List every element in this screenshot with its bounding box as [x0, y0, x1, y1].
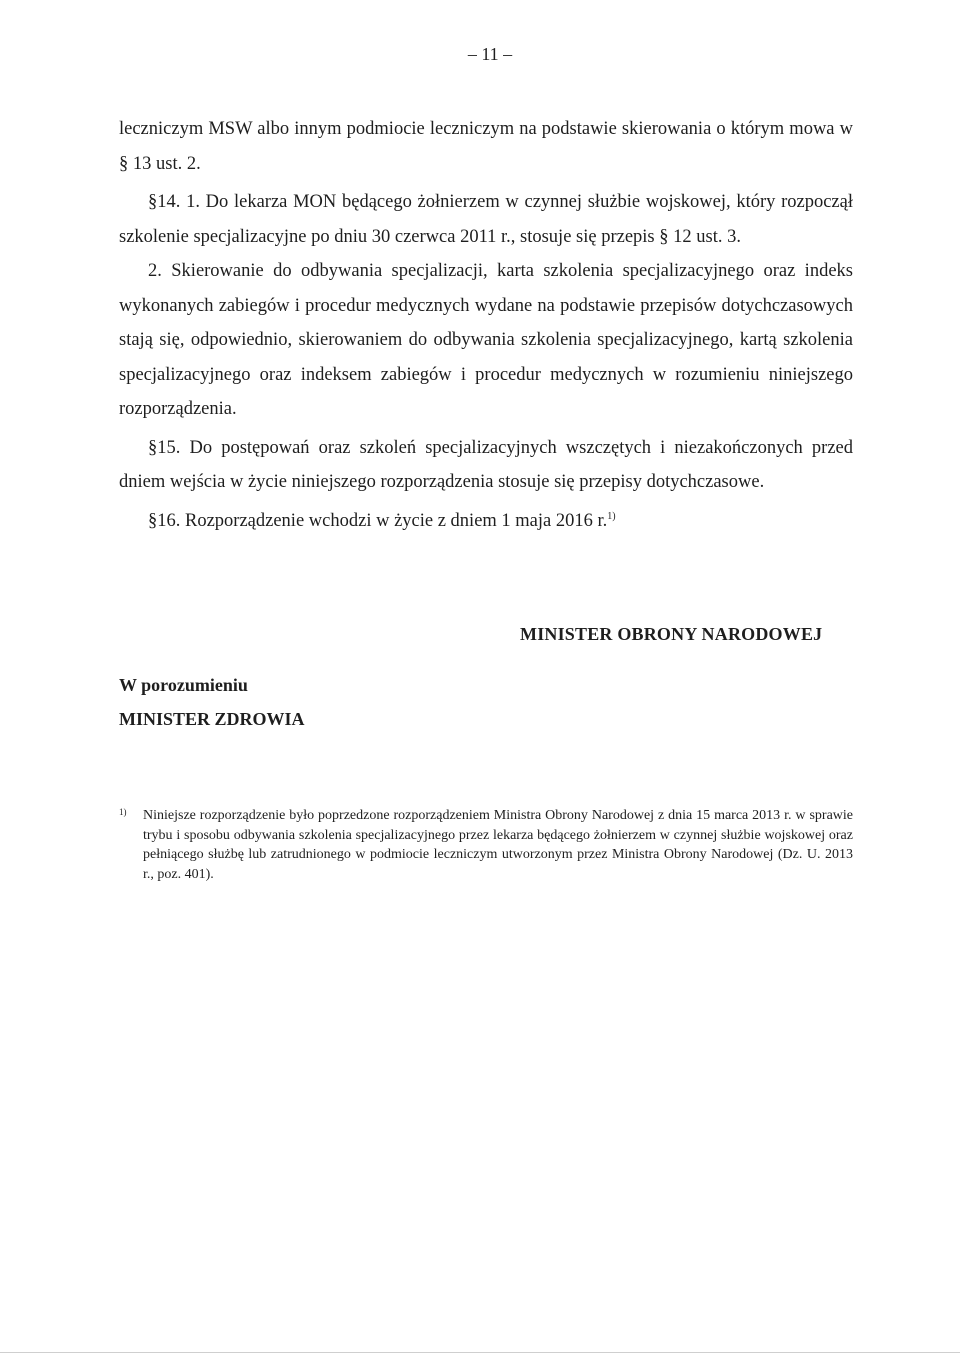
page-number: – 11 –: [467, 44, 513, 64]
signature-block-zdrowia: [119, 668, 305, 736]
paragraph-section-16: [119, 504, 853, 539]
paragraph-section-15: §15. Do postępowań oraz szkoleń specjalizacyjnych wszczętych i niezakończonych przed dniem wejścia w życie niniejszego rozporządzenia stosuje się przepisy dotychczasowe.: [119, 437, 853, 492]
scan-edge-line: [0, 1352, 960, 1353]
paragraph-section-16-text: §16. Rozporządzenie wchodzi w życie z dniem 1 maja 2016 r.: [148, 510, 608, 531]
signature-minister-obrony: MINISTER OBRONY NARODOWEJ: [520, 624, 823, 644]
agreement-line: W porozumieniu: [119, 675, 248, 695]
footnote-marker: 1): [119, 807, 127, 817]
footnote-reference[interactable]: 1): [607, 510, 616, 522]
paragraph-continuation: leczniczym MSW albo innym podmiocie leczniczym na podstawie skierowania o którym mowa w § 13 ust. 2.: [119, 119, 853, 174]
paragraph-section-14-1: §14. 1. Do lekarza MON będącego żołnierzem w czynnej służbie wojskowej, który rozpoczął szkolenie specjalizacyjne po dniu 30 czerwca 2011 r., stosuje się przepis § 12 ust. 3.: [119, 192, 853, 247]
body-text: [119, 112, 853, 538]
footnote: [119, 806, 853, 884]
footnote-text: Niniejsze rozporządzenie było poprzedzone rozporządzeniem Ministra Obrony Narodowej z dnia 15 marca 2013 r. w sprawie trybu i sposobu odbywania szkolenia specjalizacyjnego przez lekarza będącego żołnierzem w czynnej służbie wojskowej oraz pełniącego służbę lub zatrudnionego w podmiocie leczniczym utworzonym przez Ministra Obrony Narodowej (Dz. U. 2013 r., poz. 401).: [143, 808, 853, 882]
paragraph-section-14-2: 2. Skierowanie do odbywania specjalizacji, karta szkolenia specjalizacyjnego oraz indeks wykonanych zabiegów i procedur medycznych wydane na podstawie przepisów dotychczasowych stają się, odpowiednio, skierowaniem do odbywania szkolenia specjalizacyjnego, kartą szkolenia specjalizacyjnego oraz indeksem zabiegów i procedur medycznych w rozumieniu niniejszego rozporządzenia.: [119, 261, 853, 419]
signature-minister-zdrowia: MINISTER ZDROWIA: [119, 709, 305, 729]
